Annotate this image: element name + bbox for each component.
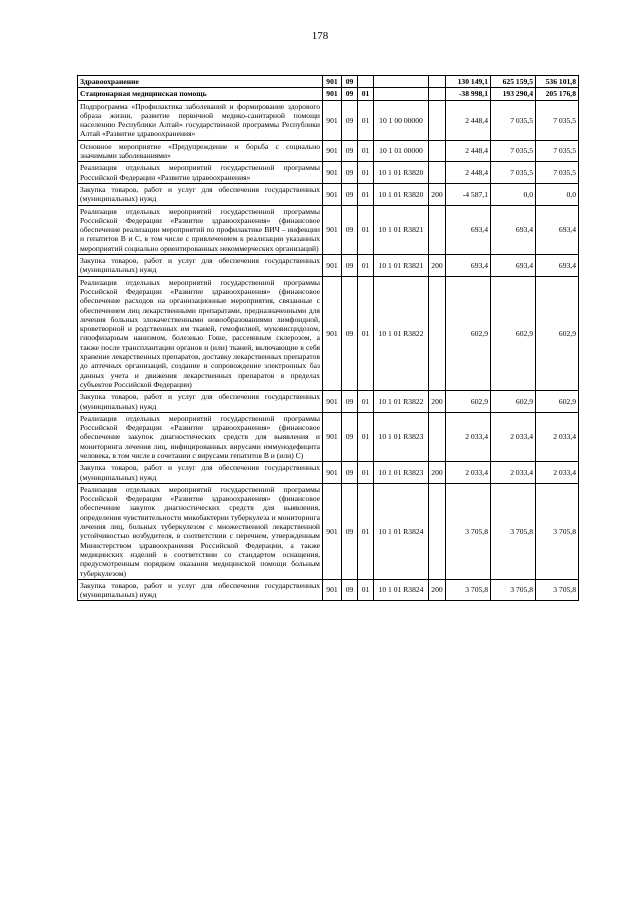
row-amount-1: 2 448,4 xyxy=(446,140,491,162)
row-target-article-code: 10 1 01 R3822 xyxy=(374,276,429,391)
table-row xyxy=(78,412,579,461)
row-section-code: 09 xyxy=(342,483,358,579)
row-name: Реализация отдельных мероприятий государственной программы Российской Федерации «Развитие здравоохранения» (финансовое обеспечение расходов на организационные мероприятия, связанные с обеспечением лиц лекарственными препаратами, предназначенными для лечения больных злокачественными новообразованиями лимфоидной, кроветворной и родственных им тканей, гемофилией, муковисцидозом, гипофизарным нанизмом, болезнью Гоше, рассеянным склерозом, а также после трансплантации органов и (или) тканей, включающие в себя хранение лекарственных препаратов, доставку лекарственных препаратов до аптечных организаций, создание и сопровождение электронных баз данных учета и движения лекарственных препаратов в пределах субъектов Российской Федерации) xyxy=(78,276,323,391)
row-target-article-code: 10 1 01 R3821 xyxy=(374,255,429,277)
row-amount-2: 2 033,4 xyxy=(491,412,536,461)
row-target-article-code: 10 1 01 R3823 xyxy=(374,462,429,484)
row-target-article-code: 10 1 01 R3824 xyxy=(374,579,429,601)
row-ministry-code: 901 xyxy=(323,579,342,601)
row-target-article-code: 10 1 00 00000 xyxy=(374,100,429,140)
row-amount-2: 2 033,4 xyxy=(491,462,536,484)
row-amount-2: 693,4 xyxy=(491,255,536,277)
row-ministry-code: 901 xyxy=(323,412,342,461)
row-name: Реализация отдельных мероприятий государственной программы Российской Федерации «Развитие здравоохранения» xyxy=(78,162,323,184)
row-amount-1: 3 705,8 xyxy=(446,579,491,601)
page-number: 178 xyxy=(311,30,329,42)
row-section-code: 09 xyxy=(342,205,358,254)
row-amount-3: 2 033,4 xyxy=(536,412,579,461)
row-amount-3: 0,0 xyxy=(536,183,579,205)
row-amount-1: 3 705,8 xyxy=(446,483,491,579)
row-section-code: 09 xyxy=(342,255,358,277)
row-target-article-code: 10 1 01 R3823 xyxy=(374,412,429,461)
row-expense-type-code xyxy=(429,412,446,461)
row-amount-3: 693,4 xyxy=(536,255,579,277)
row-target-article-code: 10 1 01 R3822 xyxy=(374,391,429,413)
row-name: Основное мероприятие «Предупреждение и борьба с социально значимыми заболеваниями» xyxy=(78,140,323,162)
table-body xyxy=(78,76,579,601)
row-subsection-code: 01 xyxy=(358,483,374,579)
row-expense-type-code: 200 xyxy=(429,462,446,484)
row-expense-type-code: 200 xyxy=(429,255,446,277)
row-amount-1: 2 033,4 xyxy=(446,462,491,484)
table-row xyxy=(78,579,579,601)
row-amount-1: 2 448,4 xyxy=(446,162,491,184)
row-amount-1: -4 587,1 xyxy=(446,183,491,205)
row-amount-3: 7 035,5 xyxy=(536,140,579,162)
row-target-article-code: 10 1 01 R3820 xyxy=(374,183,429,205)
row-subsection-code: 01 xyxy=(358,462,374,484)
row-amount-2: 3 705,8 xyxy=(491,579,536,601)
row-amount-3: 3 705,8 xyxy=(536,483,579,579)
row-subsection-code: 01 xyxy=(358,162,374,184)
row-ministry-code: 901 xyxy=(323,255,342,277)
row-target-article-code: 10 1 01 00000 xyxy=(374,140,429,162)
row-amount-2: 693,4 xyxy=(491,205,536,254)
row-ministry-code: 901 xyxy=(323,462,342,484)
row-subsection-code: 01 xyxy=(358,100,374,140)
row-name: Стационарная медицинская помощь xyxy=(78,88,323,100)
table-row xyxy=(78,205,579,254)
table-row xyxy=(78,100,579,140)
row-subsection-code xyxy=(358,76,374,88)
row-subsection-code: 01 xyxy=(358,255,374,277)
row-section-code: 09 xyxy=(342,162,358,184)
row-amount-3: 693,4 xyxy=(536,205,579,254)
row-name: Здравоохранение xyxy=(78,76,323,88)
budget-table xyxy=(77,75,579,601)
row-expense-type-code xyxy=(429,100,446,140)
table-row xyxy=(78,391,579,413)
row-section-code: 09 xyxy=(342,76,358,88)
table-row xyxy=(78,183,579,205)
row-expense-type-code: 200 xyxy=(429,183,446,205)
row-name: Реализация отдельных мероприятий государственной программы Российской Федерации «Развитие здравоохранения» (финансовое обеспечение реализации мероприятий по профилактике ВИЧ – инфекции и гепатитов В и С, в том числе с привлечением к реализации указанных мероприятий социально ориентированных некоммерческих организаций) xyxy=(78,205,323,254)
row-amount-3: 602,9 xyxy=(536,391,579,413)
row-name: Подпрограмма «Профилактика заболеваний и формирование здорового образа жизни, развитие первичной медико-санитарной помощи населению Республики Алтай» государственной программы Республики Алтай «Развитие здравоохранения» xyxy=(78,100,323,140)
row-name: Реализация отдельных мероприятий государственной программы Российской Федерации «Развитие здравоохранения» (финансовое обеспечение закупок диагностических средств для выявления и мониторинга лечения лиц, инфицированных вирусами иммунодефицита человека, в том числе в сочетании с вирусами гепатитов В и (или) С) xyxy=(78,412,323,461)
row-amount-3: 205 176,8 xyxy=(536,88,579,100)
row-amount-2: 7 035,5 xyxy=(491,100,536,140)
row-ministry-code: 901 xyxy=(323,88,342,100)
row-subsection-code: 01 xyxy=(358,579,374,601)
row-expense-type-code xyxy=(429,276,446,391)
row-amount-2: 3 705,8 xyxy=(491,483,536,579)
row-name: Закупка товаров, работ и услуг для обеспечения государственных (муниципальных) нужд xyxy=(78,255,323,277)
row-subsection-code: 01 xyxy=(358,205,374,254)
table-row xyxy=(78,88,579,100)
row-amount-1: 2 448,4 xyxy=(446,100,491,140)
row-section-code: 09 xyxy=(342,391,358,413)
row-ministry-code: 901 xyxy=(323,76,342,88)
row-subsection-code: 01 xyxy=(358,391,374,413)
row-target-article-code: 10 1 01 R3824 xyxy=(374,483,429,579)
row-section-code: 09 xyxy=(342,100,358,140)
row-amount-2: 7 035,5 xyxy=(491,140,536,162)
row-amount-3: 602,9 xyxy=(536,276,579,391)
row-section-code: 09 xyxy=(342,579,358,601)
row-subsection-code: 01 xyxy=(358,183,374,205)
row-ministry-code: 901 xyxy=(323,100,342,140)
table-row xyxy=(78,255,579,277)
row-expense-type-code xyxy=(429,162,446,184)
row-target-article-code: 10 1 01 R3821 xyxy=(374,205,429,254)
row-amount-3: 536 101,8 xyxy=(536,76,579,88)
row-amount-1: 130 149,1 xyxy=(446,76,491,88)
row-amount-3: 7 035,5 xyxy=(536,162,579,184)
row-name: Реализация отдельных мероприятий государственной программы Российской Федерации «Развитие здравоохранения» (финансовое обеспечение закупок диагностических средств для выявления, определения чувствительности микобактерии туберкулеза и мониторинга лечения лиц, больных туберкулезом с множественной лекарственной устойчивостью возбудителя, в соответствии с перечнем, утвержденным Министерством здравоохранения Российской Федерации, а также медицинских изделий в соответствии со стандартом оснащения, предусмотренным порядком оказания медицинской помощи больным туберкулезом) xyxy=(78,483,323,579)
row-name: Закупка товаров, работ и услуг для обеспечения государственных (муниципальных) нужд xyxy=(78,183,323,205)
row-amount-1: -38 998,1 xyxy=(446,88,491,100)
row-subsection-code: 01 xyxy=(358,140,374,162)
row-amount-1: 693,4 xyxy=(446,205,491,254)
table-row xyxy=(78,162,579,184)
row-name: Закупка товаров, работ и услуг для обеспечения государственных (муниципальных) нужд xyxy=(78,391,323,413)
row-amount-2: 602,9 xyxy=(491,391,536,413)
row-expense-type-code xyxy=(429,205,446,254)
row-expense-type-code xyxy=(429,483,446,579)
row-name: Закупка товаров, работ и услуг для обеспечения государственных (муниципальных) нужд xyxy=(78,579,323,601)
row-amount-1: 2 033,4 xyxy=(446,412,491,461)
row-ministry-code: 901 xyxy=(323,483,342,579)
row-ministry-code: 901 xyxy=(323,183,342,205)
row-amount-2: 0,0 xyxy=(491,183,536,205)
row-subsection-code: 01 xyxy=(358,88,374,100)
row-ministry-code: 901 xyxy=(323,140,342,162)
row-amount-2: 193 290,4 xyxy=(491,88,536,100)
row-ministry-code: 901 xyxy=(323,162,342,184)
row-expense-type-code: 200 xyxy=(429,391,446,413)
row-amount-2: 602,9 xyxy=(491,276,536,391)
row-amount-1: 693,4 xyxy=(446,255,491,277)
table-row xyxy=(78,140,579,162)
row-name: Закупка товаров, работ и услуг для обеспечения государственных (муниципальных) нужд xyxy=(78,462,323,484)
row-amount-3: 3 705,8 xyxy=(536,579,579,601)
row-target-article-code xyxy=(374,76,429,88)
row-expense-type-code xyxy=(429,76,446,88)
table-row xyxy=(78,483,579,579)
row-section-code: 09 xyxy=(342,88,358,100)
row-ministry-code: 901 xyxy=(323,276,342,391)
row-amount-3: 7 035,5 xyxy=(536,100,579,140)
table-row xyxy=(78,276,579,391)
row-target-article-code: 10 1 01 R3820 xyxy=(374,162,429,184)
table-row xyxy=(78,76,579,88)
row-section-code: 09 xyxy=(342,276,358,391)
row-subsection-code: 01 xyxy=(358,412,374,461)
row-expense-type-code xyxy=(429,88,446,100)
row-expense-type-code xyxy=(429,140,446,162)
row-amount-2: 7 035,5 xyxy=(491,162,536,184)
row-ministry-code: 901 xyxy=(323,205,342,254)
row-expense-type-code: 200 xyxy=(429,579,446,601)
row-subsection-code: 01 xyxy=(358,276,374,391)
row-amount-3: 2 033,4 xyxy=(536,462,579,484)
row-amount-1: 602,9 xyxy=(446,276,491,391)
row-amount-1: 602,9 xyxy=(446,391,491,413)
row-target-article-code xyxy=(374,88,429,100)
row-amount-2: 625 159,5 xyxy=(491,76,536,88)
row-section-code: 09 xyxy=(342,140,358,162)
table-row xyxy=(78,462,579,484)
row-ministry-code: 901 xyxy=(323,391,342,413)
row-section-code: 09 xyxy=(342,462,358,484)
row-section-code: 09 xyxy=(342,412,358,461)
row-section-code: 09 xyxy=(342,183,358,205)
